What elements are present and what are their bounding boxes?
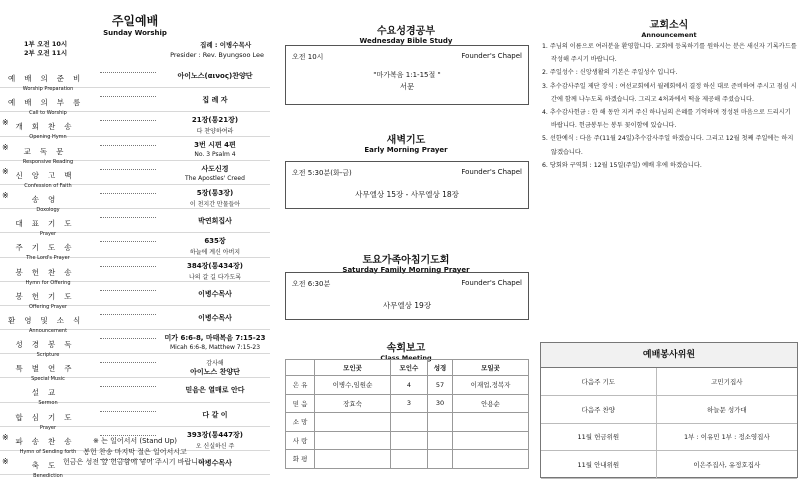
worship-row xyxy=(0,279,270,310)
worship-item-en: Doxology xyxy=(36,206,60,213)
bible-study-text: "마가복음 1:1-15절 " xyxy=(373,71,441,79)
worship-item-en: Scripture xyxy=(36,352,60,359)
worship-item-main: 21장(통21장) xyxy=(191,116,239,125)
worship-item-ko: 파송찬송 xyxy=(15,436,81,446)
worship-row xyxy=(0,258,270,286)
volunteer-title: 예배봉사위원 xyxy=(541,343,797,368)
class-meeting-title-en: Class Meeting xyxy=(380,354,432,362)
class-header-row xyxy=(286,360,529,376)
worship-item-main: 다 같 이 xyxy=(202,410,228,419)
worship-item-value xyxy=(160,236,270,256)
dotted-leader xyxy=(100,290,156,291)
worship-row xyxy=(0,354,270,383)
worship-item-value xyxy=(160,71,270,82)
worship-item-value xyxy=(160,313,270,324)
volunteer-table xyxy=(541,368,797,479)
worship-item-main: 사도신경 xyxy=(201,164,229,173)
worship-row xyxy=(0,112,270,141)
worship-item-ko: 예배의준비 xyxy=(8,74,90,83)
dotted-leader xyxy=(100,120,156,121)
family-prayer-time: 오전 6:30분 xyxy=(292,280,331,288)
worship-item-ko: 봉헌찬송 xyxy=(15,267,81,277)
worship-row xyxy=(0,158,270,189)
dotted-leader xyxy=(100,72,156,73)
volunteer-role: 다음주 찬양 xyxy=(541,396,656,424)
class-header-cell: 성경 xyxy=(427,360,452,376)
worship-item-main: 이병수목사 xyxy=(198,289,232,298)
worship-row xyxy=(0,327,270,359)
worship-title: 주일예배 xyxy=(111,14,159,28)
dotted-leader xyxy=(100,386,156,387)
announcement-item: 2. 주일성수 : 신앙생활의 기본은 주일성수 입니다. xyxy=(542,69,678,77)
order-of-worship xyxy=(0,64,270,479)
class-header-cell: 모인곳 xyxy=(315,360,391,376)
class-cell: 57 xyxy=(427,376,452,395)
volunteer-row xyxy=(541,396,797,424)
worship-row xyxy=(0,303,270,334)
class-header-cell xyxy=(286,360,315,376)
worship-item-main: 집 례 자 xyxy=(202,96,228,105)
class-cell xyxy=(315,413,391,432)
worship-row xyxy=(0,233,270,262)
service-1: 1부 오전 10시 xyxy=(24,40,68,48)
dawn-prayer-title-en: Early Morning Prayer xyxy=(364,146,448,154)
class-header-cell: 모인수 xyxy=(390,360,427,376)
dotted-leader xyxy=(100,338,156,339)
class-cell: 화 평 xyxy=(286,450,315,469)
family-prayer-title: 토요가족아침기도회 xyxy=(362,255,450,266)
worship-title-en: Sunday Worship xyxy=(103,29,167,37)
class-cell: 장효숙 xyxy=(315,394,391,413)
worship-item-main: 384장(통434장) xyxy=(187,261,243,270)
worship-item-main: 5장(통3장) xyxy=(196,188,234,197)
worship-item-value xyxy=(160,95,270,106)
announcement-item: 3. 추수감사주일 제단 장식 : 여선교회에서 월례회에서 결정 하신 대로 준비하여 주시고 점심 시간에 함께 나누도록 하겠습니다. 그리고 4처과에서 떡을 제공해 주셨습니다. xyxy=(542,82,797,103)
worship-item-ko: 특별연주 xyxy=(15,364,81,374)
dotted-leader xyxy=(100,193,156,194)
volunteer-name: 고민기집사 xyxy=(656,368,797,396)
worship-item-en: Hymn for Offering xyxy=(25,279,71,286)
class-meeting-title: 속회보고 xyxy=(386,343,426,354)
class-cell xyxy=(315,431,391,450)
bible-study-time: 오전 10시 xyxy=(292,53,324,61)
volunteer-name: 1부 : 이유민 1부 : 정소영집사 xyxy=(656,423,797,451)
class-cell: 30 xyxy=(427,394,452,413)
worship-item-main: 3번 시편 4편 xyxy=(194,140,236,149)
worship-item-sub: 이 천지간 만물들아 xyxy=(189,200,241,208)
worship-row xyxy=(0,64,270,92)
class-cell: 믿 음 xyxy=(286,394,315,413)
announcement-item: 4. 추수감사헌금 : 한 해 동안 지켜 주신 하나님의 은혜를 기억하며 정성된 마음으로 드리시기 바랍니다. 헌금봉투는 봉투 꽂이함에 있습니다. xyxy=(542,109,791,130)
worship-item-main: 아이노스 찬양단 xyxy=(190,368,240,377)
class-meeting-table xyxy=(285,359,529,469)
bible-study-title-en: Wednesday Bible Study xyxy=(359,37,453,45)
dawn-prayer-box xyxy=(285,161,529,209)
class-header-cell: 모일곳 xyxy=(453,360,529,376)
stand-mark: ※ xyxy=(2,432,9,442)
worship-item-ko: 설교 xyxy=(31,388,65,398)
service-times xyxy=(24,40,67,58)
worship-item-main: 박연희집사 xyxy=(198,217,232,226)
worship-row xyxy=(0,88,270,117)
worship-item-value xyxy=(160,410,270,421)
worship-item-main: 635장 xyxy=(204,237,226,246)
dawn-prayer-text: 사무엘상 15장 - 사무엘상 18장 xyxy=(355,190,459,199)
volunteer-row xyxy=(541,368,797,396)
worship-item-main: 이병수목사 xyxy=(198,313,232,322)
worship-item-main: 미가 6:6-8, 마태복음 7:15-23 xyxy=(164,334,266,343)
worship-item-value xyxy=(160,261,270,281)
class-row xyxy=(286,376,529,395)
worship-item-sub: 오 신실하신 주 xyxy=(195,442,235,450)
offering-note-2: 헌금은 성전 앞 헌금함에 넣어 주시기 바랍니다. xyxy=(62,458,208,466)
stand-mark: ※ xyxy=(2,190,9,200)
announcement-item: 5. 선한예식 : 다음 주(11월 24일)추수감사주일 하겠습니다. 그리고 12월 첫째 주일에는 하지 않겠습니다. xyxy=(542,135,794,156)
dotted-leader xyxy=(100,241,156,242)
bible-study-box xyxy=(285,45,529,105)
bible-study-place: Founder's Chapel xyxy=(461,52,522,60)
dotted-leader xyxy=(100,314,156,315)
worship-row xyxy=(0,403,270,431)
worship-item-sub: The Apostles' Creed xyxy=(185,174,245,182)
worship-item-en: Prayer xyxy=(39,424,57,431)
worship-item-value xyxy=(160,140,270,158)
dotted-leader xyxy=(100,411,156,412)
family-prayer-place: Founder's Chapel xyxy=(461,279,522,287)
worship-item-ko: 교독문 xyxy=(23,146,73,156)
worship-item-en: Responsive Reading xyxy=(22,158,74,165)
class-cell xyxy=(453,450,529,469)
bible-study-title: 수요성경공부 xyxy=(377,26,435,37)
worship-item-sub: 나의 갈 길 다가도록 xyxy=(188,273,242,281)
worship-item-ko: 대표기도 xyxy=(15,219,81,229)
worship-item-ko: 예배의부름 xyxy=(8,98,90,108)
class-cell xyxy=(315,450,391,469)
worship-item-en: Confession of Faith xyxy=(24,182,72,189)
worship-item-ko: 합심기도 xyxy=(15,412,81,422)
worship-item-ko: 개회찬송 xyxy=(15,122,81,132)
dawn-prayer-place: Founder's Chapel xyxy=(461,168,522,176)
stand-note: ※ 는 일어서서 (Stand Up) xyxy=(93,437,177,445)
class-cell: 3 xyxy=(390,394,427,413)
dotted-leader xyxy=(100,96,156,97)
volunteer-role: 11월 안내위원 xyxy=(541,451,656,479)
dawn-prayer-time: 오전 5:30분(화-금) xyxy=(292,169,352,177)
class-cell xyxy=(453,431,529,450)
worship-item-sub: 하늘에 계신 아버지 xyxy=(189,249,241,257)
class-row xyxy=(286,413,529,432)
dotted-leader xyxy=(100,362,156,363)
class-cell: 안용순 xyxy=(453,394,529,413)
worship-item-en: Prayer xyxy=(39,231,57,238)
worship-item-en: Hymn of Sending forth xyxy=(19,448,77,455)
class-cell: 4 xyxy=(390,376,427,395)
worship-item-ko: 성경봉독 xyxy=(15,340,81,350)
worship-row xyxy=(0,378,270,407)
class-cell xyxy=(427,450,452,469)
class-cell xyxy=(390,450,427,469)
worship-item-en: Worship Preparation xyxy=(22,86,74,92)
worship-item-ko: 봉헌기도 xyxy=(15,291,81,301)
worship-item-sub: Micah 6:6-8, Matthew 7:15-23 xyxy=(169,344,261,352)
dotted-leader xyxy=(100,217,156,218)
worship-item-main: 아이노스(αινος)찬양단 xyxy=(177,72,253,80)
volunteer-row xyxy=(541,451,797,479)
class-row xyxy=(286,450,529,469)
class-row xyxy=(286,394,529,413)
worship-item-main: 이병수목사 xyxy=(198,459,232,467)
worship-item-ko: 신앙고백 xyxy=(15,170,81,180)
announcement-list xyxy=(542,40,798,172)
family-prayer-title-en: Saturday Family Morning Prayer xyxy=(342,266,470,274)
dotted-leader xyxy=(100,266,156,267)
family-prayer-box xyxy=(285,272,529,320)
worship-item-en: Opening Hymn xyxy=(29,134,67,141)
class-cell: 사 랑 xyxy=(286,431,315,450)
worship-row xyxy=(0,206,270,238)
dawn-prayer-title: 새벽기도 xyxy=(386,135,426,146)
worship-item-en: Announcement xyxy=(28,327,68,334)
worship-item-sub: 다 찬양하여라 xyxy=(196,128,234,136)
class-cell: 은 유 xyxy=(286,376,315,395)
volunteer-name: 하늘문 성가대 xyxy=(656,396,797,424)
worship-item-sub: 감사해 xyxy=(206,360,224,368)
volunteer-row xyxy=(541,423,797,451)
announcement-title-en: Announcement xyxy=(641,31,697,39)
worship-item-en: Offering Prayer xyxy=(29,303,67,310)
worship-notes xyxy=(0,436,270,468)
worship-item-value xyxy=(160,385,270,396)
worship-item-value xyxy=(160,357,270,377)
presider-en: Presider : Rev. Byungsoo Lee xyxy=(170,51,264,59)
offering-note-1: 봉헌 찬송 마지막 절은 일어서시고 xyxy=(83,447,187,456)
worship-item-main: 393장(통447장) xyxy=(187,430,243,439)
presider xyxy=(170,40,264,60)
worship-row xyxy=(0,182,270,213)
worship-item-en: Call to Worship xyxy=(29,110,67,117)
dotted-leader xyxy=(100,145,156,146)
class-cell xyxy=(427,431,452,450)
volunteer-box xyxy=(540,342,798,478)
class-cell xyxy=(390,431,427,450)
presider-ko: 집례 : 이병수목사 xyxy=(200,41,252,49)
stand-mark: ※ xyxy=(2,142,9,152)
worship-item-ko: 주기도송 xyxy=(15,243,81,253)
worship-row xyxy=(0,137,270,165)
service-2: 2부 오전 11시 xyxy=(24,49,68,57)
family-prayer-text: 사무엘상 19장 xyxy=(382,301,432,310)
worship-item-value xyxy=(160,289,270,300)
worship-item-en: Special Music xyxy=(31,376,65,383)
stand-mark: ※ xyxy=(2,457,9,466)
announcement-item: 1. 주님의 이름으로 여러분을 환영합니다. 교회에 등록하기를 원하시는 분은 새신자 기록카드를 작성해 주시기 바랍니다. xyxy=(542,43,797,64)
bible-study-subtitle: 서문 xyxy=(399,82,415,91)
announcement-title: 교회소식 xyxy=(649,20,689,31)
stand-mark: ※ xyxy=(2,166,9,176)
class-cell xyxy=(427,413,452,432)
class-row xyxy=(286,431,529,450)
worship-item-en: Sermon xyxy=(38,400,58,407)
worship-item-value xyxy=(160,333,270,351)
worship-item-value xyxy=(160,216,270,227)
worship-item-ko: 축도 xyxy=(31,461,65,470)
worship-item-ko: 환영및소식 xyxy=(8,315,90,325)
worship-item-main: 믿음은 열매로 안다 xyxy=(185,386,245,395)
class-cell: 이병수,임원순 xyxy=(315,376,391,395)
worship-item-value xyxy=(160,164,270,182)
class-cell: 이재업,정복자 xyxy=(453,376,529,395)
stand-mark: ※ xyxy=(2,118,9,128)
worship-item-sub: No. 3 Psalm 4 xyxy=(194,150,236,158)
class-cell xyxy=(390,413,427,432)
announcement-item: 6. 당회와 구역회 : 12월 15일(주일) 예배 후에 하겠습니다. xyxy=(542,161,702,169)
class-cell xyxy=(453,413,529,432)
volunteer-role: 11월 헌금위원 xyxy=(541,423,656,451)
dotted-leader xyxy=(100,169,156,170)
volunteer-role: 다음주 기도 xyxy=(541,368,656,396)
worship-item-en: The Lord's Prayer xyxy=(26,255,70,262)
worship-item-value xyxy=(160,115,270,135)
worship-item-ko: 송영 xyxy=(31,194,65,204)
class-cell: 소 망 xyxy=(286,413,315,432)
worship-item-en: Benediction xyxy=(33,473,63,479)
worship-item-value xyxy=(160,188,270,208)
volunteer-name: 이은주집사, 유정호집사 xyxy=(656,451,797,479)
